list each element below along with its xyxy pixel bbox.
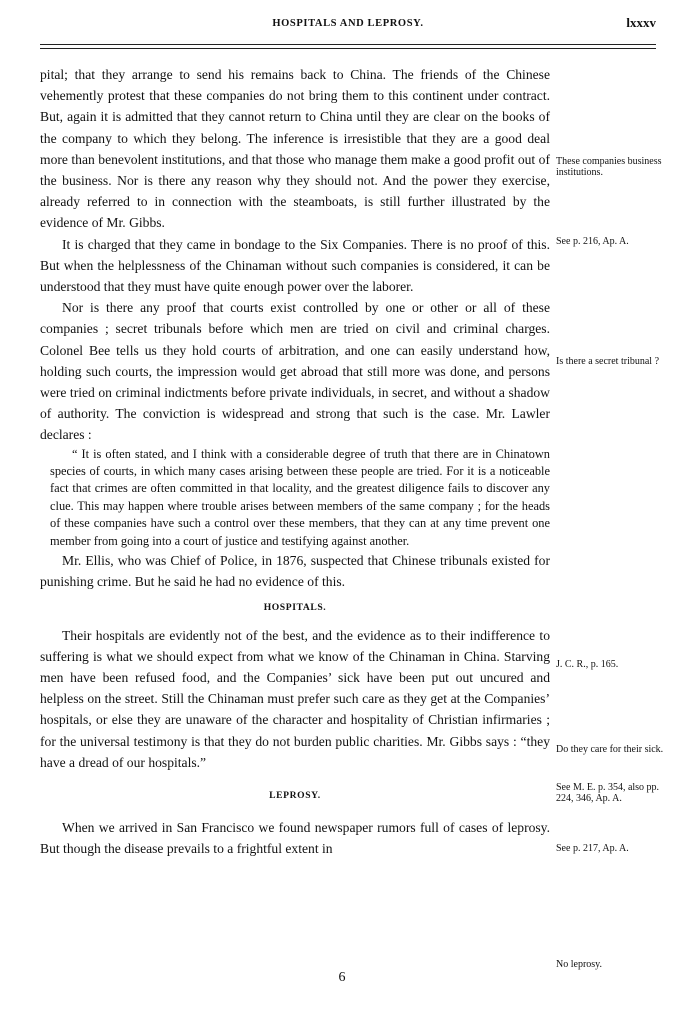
margin-note-see-p217: See p. 217, Ap. A. bbox=[556, 843, 629, 854]
hospitals-paragraph: Their hospitals are evidently not of the best, and the evidence as to their indifference to suffering is what we should expect from what we know of the Chinaman in China. Starving men have been refused food, and the Companies’ sick have been put out uncured and helpless on the street. Still the Chinaman must prefer such care as they get at the Companies’ hospitals, or else they are unaware of the character and hospitality of Christian infirmaries ; for the universal testimony is that they do not burden public charities. Mr. Gibbs says : “they have a dread of our hospitals.” bbox=[40, 627, 550, 770]
page-number: lxxxv bbox=[626, 15, 656, 30]
block-quote: “ It is often stated, and I think with a considerable degree of truth that there are in Chinatown species of courts, in which many cases arising between these people are tried. For it is a noticeable fact that crimes are often committed in that locality, and the greatest diligence fails to discover any clue. This may happen where trouble arises between members of the same company ; for the heads of these companies have such a control over these members, that they can at any time prevent one member from going into a court of justice and testifying against another. bbox=[50, 446, 550, 548]
folio-number: 6 bbox=[338, 970, 346, 985]
header-rule-bottom bbox=[40, 48, 656, 49]
paragraph-1: pital; that they arrange to send his remains back to China. The friends of the Chinese vehemently protest that these companies do not bring them to this continent under contract. But, again it is admitted that they cannot return to China until they are clear on the books of the company to which they belong. The inference is irresistible that they are a good deal more than benevolent institutions, and that those who manage them make a good profit out of the business. Nor is there any reason why they should not. And the power they exercise, already referred to in connection with the steamboats, is still further illustrated by the evidence of Mr. Gibbs. bbox=[40, 67, 550, 231]
margin-note-companies: These companies business institutions. bbox=[556, 156, 662, 179]
page-header bbox=[40, 14, 656, 34]
hospitals-heading: HOSPITALS. bbox=[263, 601, 327, 613]
paragraph-3: Nor is there any proof that courts exist controlled by one or other or all of these companies ; secret tribunals before which men are tried on civil and criminal charges. Colonel Bee tells us they hold courts of arbitration, and one can easily understand how, holding such courts, the impression would get abroad that still more was done, and persons were tried on criminal indictments before private individuals, in secret, and without a shadow of authority. The conviction is widespread and strong that such is the case. Mr. Lawler declares : bbox=[40, 300, 550, 443]
running-head: HOSPITALS AND LEPROSY. bbox=[272, 18, 424, 29]
body-text bbox=[40, 64, 550, 859]
paragraph-ellis: Mr. Ellis, who was Chief of Police, in 1876, suspected that Chinese tribunals existed for punishing crime. But he said he had no evidence of this. bbox=[40, 553, 550, 590]
margin-note-jcr: J. C. R., p. 165. bbox=[556, 659, 619, 670]
margin-note-see-me: See M. E. p. 354, also pp. 224, 346, Ap. A. bbox=[556, 782, 660, 805]
margin-note-sick: Do they care for their sick. bbox=[556, 744, 664, 755]
leprosy-paragraph: When we arrived in San Francisco we found newspaper rumors full of cases of leprosy. But though the disease prevails to a frightful extent in bbox=[40, 819, 550, 857]
margin-note-see-p216: See p. 216, Ap. A. bbox=[556, 236, 629, 247]
paragraph-2: It is charged that they came in bondage to the Six Companies. There is no proof of this. But when the helplessness of the Chinaman without such companies is considered, it can be understood that they must have quite enough power over the laborer. bbox=[40, 236, 550, 295]
leprosy-heading: LEPROSY. bbox=[269, 789, 321, 801]
margin-note-secret-tribunal: Is there a secret tribunal ? bbox=[556, 356, 660, 367]
margin-note-no-leprosy: No leprosy. bbox=[556, 959, 603, 970]
header-rule-top bbox=[40, 44, 656, 45]
